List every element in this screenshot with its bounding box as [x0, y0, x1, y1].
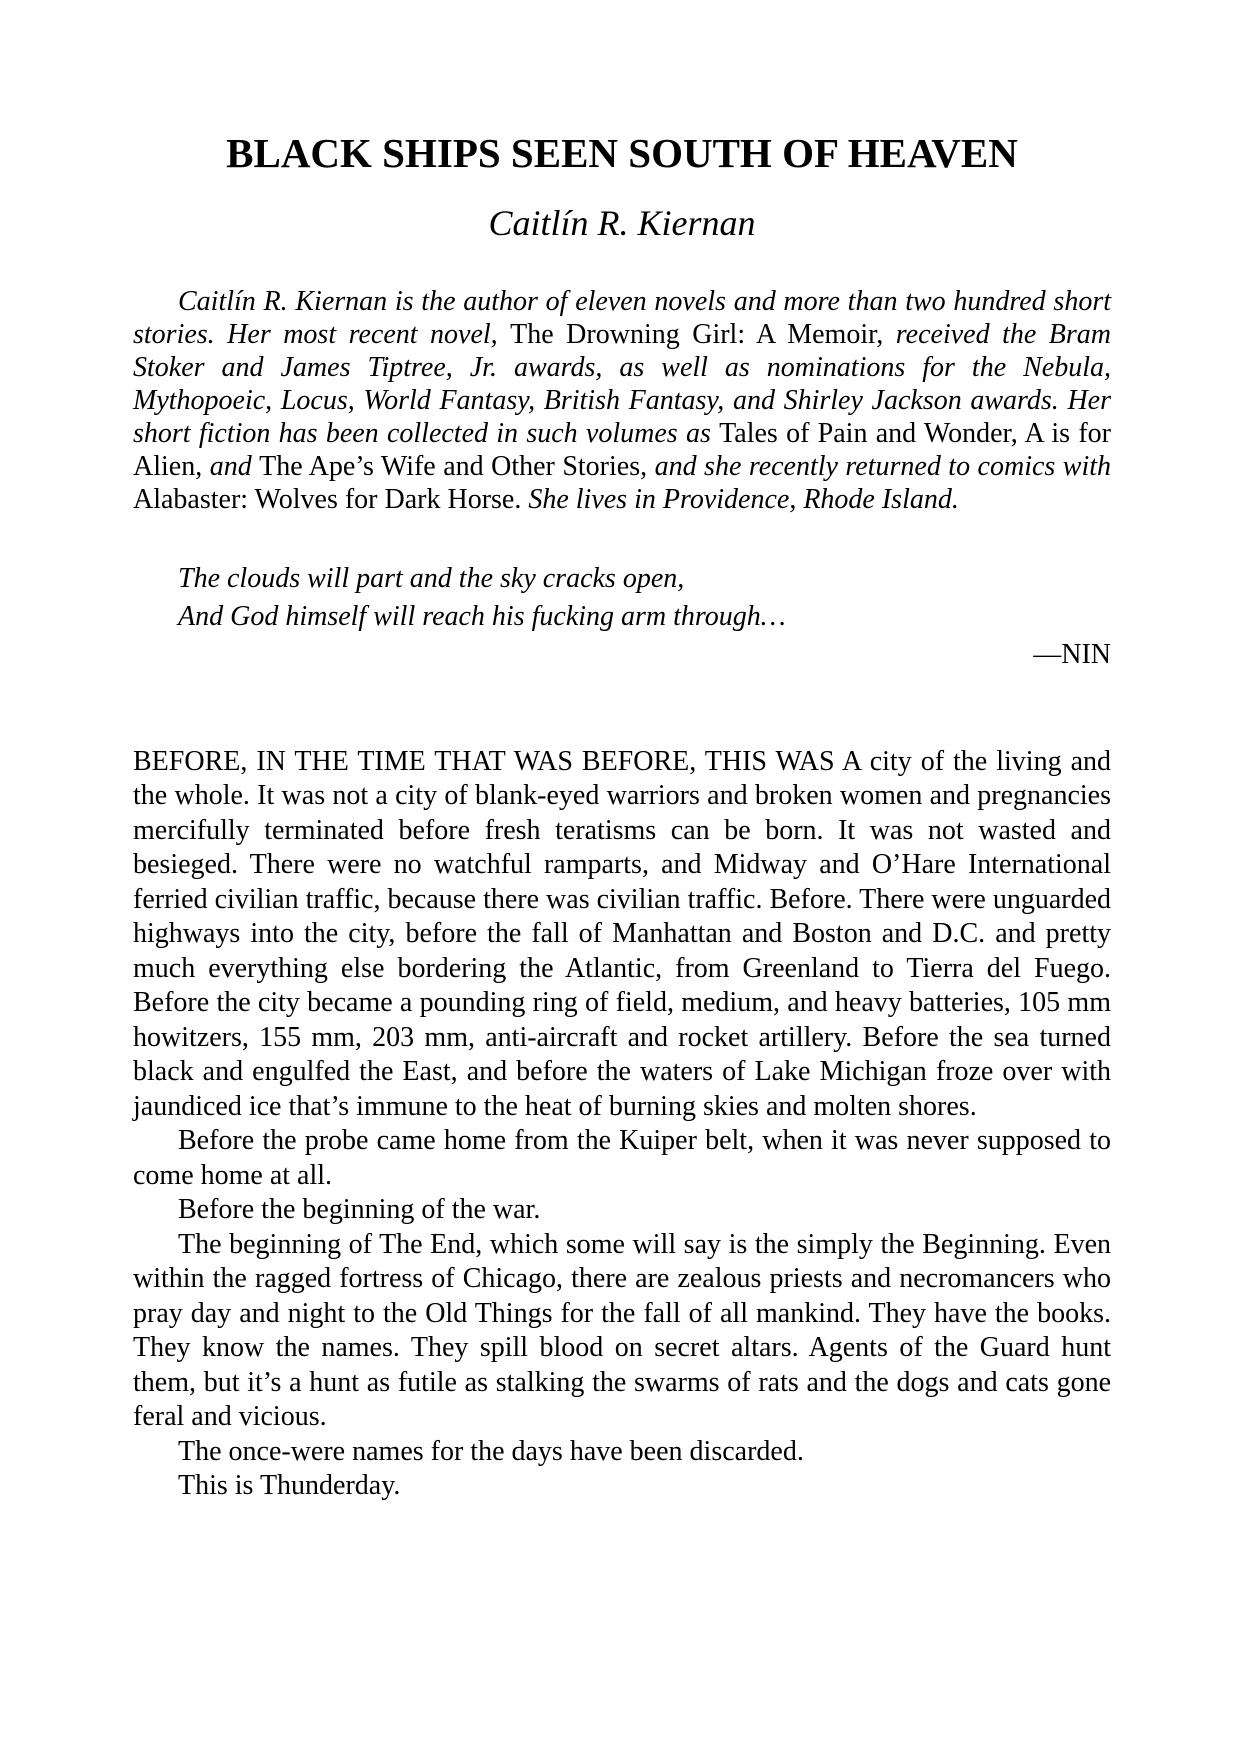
- epigraph-line: The clouds will part and the sky cracks open,: [178, 562, 685, 594]
- epigraph-attribution: —NIN: [1033, 638, 1111, 670]
- text-column: [133, 0, 1111, 1504]
- story-body: [133, 745, 1111, 1504]
- body-paragraph: Before the probe came home from the Kuiper belt, when it was never supposed to come home at all.: [133, 1125, 1111, 1191]
- body-paragraph: The once-were names for the days have been discarded.: [178, 1435, 804, 1467]
- story-title: BLACK SHIPS SEEN SOUTH OF HEAVEN: [226, 130, 1018, 176]
- bio-segment: Alabaster: Wolves for Dark Horse.: [133, 483, 529, 515]
- bio-segment: Tales of Pain and Wonder, A is for Alien,: [133, 417, 1112, 482]
- body-paragraph: Before the beginning of the war.: [178, 1194, 541, 1226]
- bio-segment: and: [202, 450, 260, 482]
- bio-segment: She lives in Providence, Rhode Island.: [528, 483, 959, 515]
- bio-segment: received the Bram Stoker and James Tiptree, Jr. awards, as well as nominations for the Nebula, Mythopoeic, Locus, World Fantasy, British Fantasy, and Shirley Jackson awards. Her short fiction has been collected in such volumes as: [133, 318, 1112, 449]
- epigraph-line: And God himself will reach his fucking arm through…: [178, 600, 786, 632]
- bio-segment: The Drowning Girl: A Memoir,: [510, 318, 884, 350]
- bio-segment: Caitlín R. Kiernan is the author of eleven novels and more than two hundred short stories. Her most recent novel,: [133, 285, 1111, 350]
- author-bio: [133, 285, 1111, 516]
- body-paragraph: The beginning of The End, which some will say is the simply the Beginning. Even within the ragged fortress of Chicago, there are zealous priests and necromancers who pray day and night to the Old Things for the fall of all mankind. They have the books. They know the names. They spill blood on secret altars. Agents of the Guard hunt them, but it’s a hunt as futile as stalking the swarms of rats and the dogs and cats gone feral and vicious.: [133, 1228, 1111, 1433]
- body-paragraph: This is Thunderday.: [178, 1470, 401, 1502]
- bio-segment: and she recently returned to comics with: [647, 450, 1111, 482]
- story-author: Caitlín R. Kiernan: [488, 203, 756, 244]
- bio-segment: The Ape’s Wife and Other Stories,: [259, 450, 648, 482]
- epigraph: [133, 560, 1111, 636]
- body-paragraph: BEFORE, IN THE TIME THAT WAS BEFORE, THIS WAS A city of the living and the whole. It was not a city of blank-eyed warriors and broken women and pregnancies mercifully terminated before fresh teratisms can be born. It was not wasted and besieged. There were no watchful ramparts, and Midway and O’Hare International ferried civilian traffic, because there was civilian traffic. Before. There were unguarded highways into the city, before the fall of Manhattan and Boston and D.C. and pretty much everything else bordering the Atlantic, from Greenland to Tierra del Fuego. Before the city became a pounding ring of field, medium, and heavy batteries, 105 mm howitzers, 155 mm, 203 mm, anti-aircraft and rocket artillery. Before the sea turned black and engulfed the East, and before the waters of Lake Michigan froze over with jaundiced ice that’s immune to the heat of burning skies and molten shores.: [133, 745, 1111, 1122]
